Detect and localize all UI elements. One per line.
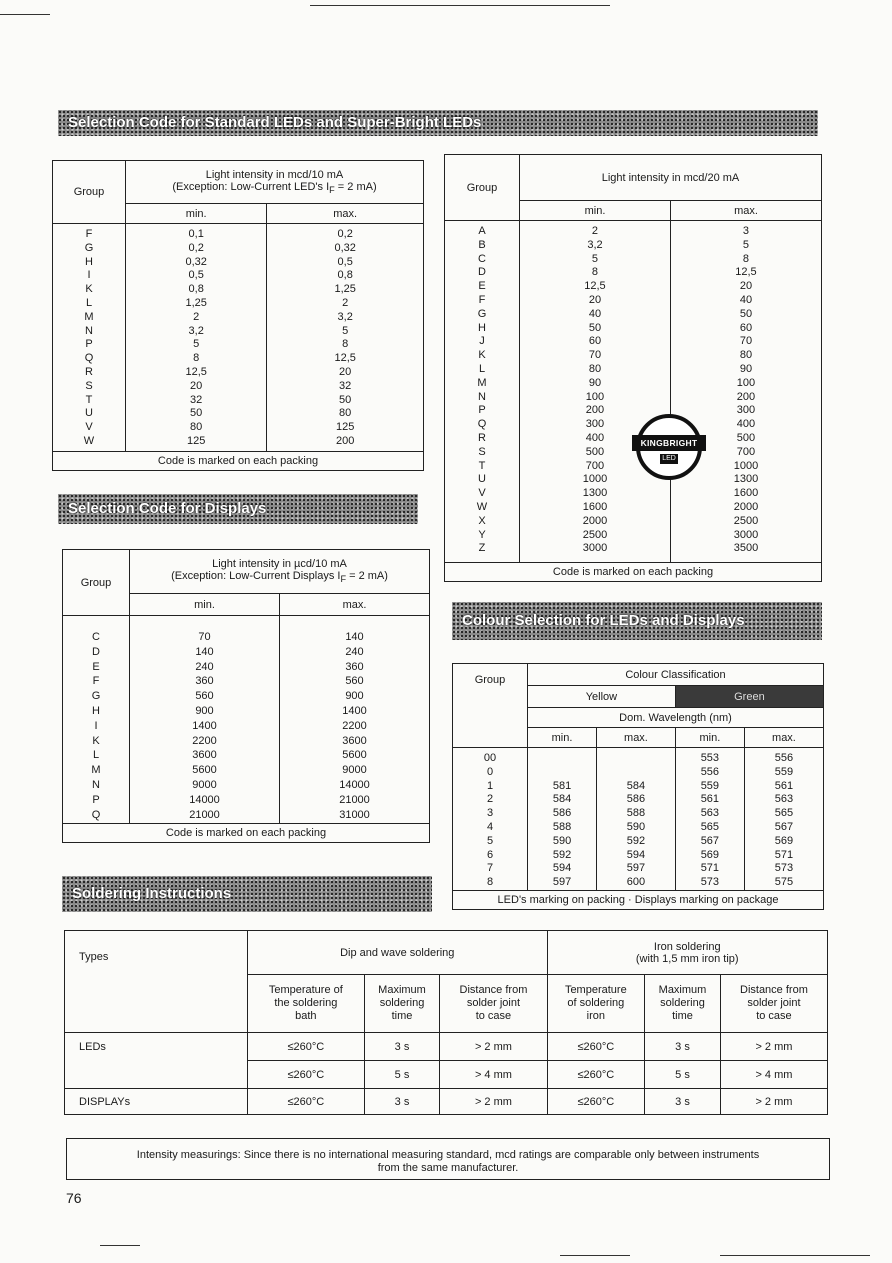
group-column: F G H I K L M N P Q R S T U V W: [53, 224, 126, 452]
temp-bath-header: Temperature of the soldering bath: [248, 975, 365, 1033]
green-min-header: min.: [675, 728, 744, 748]
colour-classification-table: [452, 663, 824, 910]
section-heading-displays: Selection Code for Displays: [58, 494, 418, 524]
max-header: max.: [280, 594, 430, 616]
types-header: Types: [65, 931, 248, 1033]
green-max-column: 556 559 561 563 565 567 569 571 573 575: [744, 748, 823, 891]
table-footer: Code is marked on each packing: [63, 824, 430, 843]
group-header: Group: [453, 664, 528, 748]
cell: 5 s: [645, 1061, 721, 1089]
forward-current-subscript: F: [340, 574, 347, 585]
scan-mark: [560, 1255, 630, 1256]
group-column: C D E F G H I K L M N P Q: [63, 616, 130, 824]
scan-mark: [720, 1255, 870, 1256]
distance-header: Distance from solder joint to case: [440, 975, 547, 1033]
yellow-min-header: min.: [528, 728, 597, 748]
yellow-min-column: 581 584 586 588 590 592 594 597: [528, 748, 597, 891]
table-row: [65, 1033, 828, 1061]
max-header: max.: [267, 204, 424, 224]
colour-classification-header: Colour Classification: [528, 664, 824, 686]
max-time-header-2: Maximum soldering time: [645, 975, 721, 1033]
scan-mark: [100, 1245, 140, 1246]
kingbright-logo: [636, 414, 702, 480]
type-cell: DISPLAYs: [65, 1089, 248, 1115]
led-intensity-table-10ma: [52, 160, 424, 471]
group-header: Group: [53, 161, 126, 224]
logo-sub-text: LED: [660, 454, 678, 464]
intensity-title: Light intensity in mcd/10 mA: [205, 168, 344, 181]
intensity-exception-tail: = 2 mA): [346, 570, 388, 583]
green-min-column: 553 556 559 561 563 565 567 569 571 573: [675, 748, 744, 891]
cell: ≤260°C: [547, 1089, 645, 1115]
min-header: min.: [520, 201, 671, 221]
intensity-header: [126, 161, 424, 204]
cell: 5 s: [364, 1061, 440, 1089]
cell: > 2 mm: [720, 1033, 827, 1061]
scan-mark: [0, 14, 50, 15]
distance-header-2: Distance from solder joint to case: [720, 975, 827, 1033]
max-time-header: Maximum soldering time: [364, 975, 440, 1033]
intensity-note: Intensity measurings: Since there is no international measuring standard, mcd ratings are comparable only between instruments from the same manufacturer.: [66, 1138, 830, 1180]
cell: ≤260°C: [248, 1089, 365, 1115]
group-column: A B C D E F G H J K L M N P Q R S T U V W X Y Z: [445, 221, 520, 563]
iron-soldering-header: [547, 931, 828, 975]
group-header: Group: [63, 550, 130, 616]
section-heading-colour: Colour Selection for LEDs and Displays: [452, 602, 822, 640]
table-footer: Code is marked on each packing: [445, 563, 822, 582]
table-footer: LED's marking on packing · Displays marking on package: [453, 890, 824, 909]
intensity-exception-text: (Exception: Low-Current LED's I: [172, 180, 330, 193]
cell: > 4 mm: [720, 1061, 827, 1089]
dip-wave-header: Dip and wave soldering: [248, 931, 548, 975]
table-row: [65, 1089, 828, 1115]
type-cell: LEDs: [65, 1033, 248, 1089]
cell: ≤260°C: [547, 1033, 645, 1061]
intensity-exception-tail: = 2 mA): [334, 180, 377, 193]
yellow-header: Yellow: [528, 686, 676, 708]
forward-current-subscript: F: [329, 185, 335, 196]
logo-brand-text: KINGBRIGHT: [632, 435, 706, 451]
intensity-title: Light intensity in mcd/20 mA: [520, 155, 822, 201]
cell: ≤260°C: [547, 1061, 645, 1089]
cell: 3 s: [364, 1089, 440, 1115]
cell: > 4 mm: [440, 1061, 547, 1089]
section-heading-soldering: Soldering Instructions: [62, 876, 432, 912]
green-header: Green: [675, 686, 823, 708]
intensity-title: Light intensity in µcd/10 mA: [212, 558, 347, 571]
cell: 3 s: [364, 1033, 440, 1061]
iron-soldering-title: Iron soldering: [653, 940, 721, 953]
cell: 3 s: [645, 1033, 721, 1061]
intensity-header: [130, 550, 430, 594]
soldering-table: [64, 930, 828, 1115]
scan-mark: [310, 5, 610, 6]
cell: ≤260°C: [248, 1033, 365, 1061]
cell: 3 s: [645, 1089, 721, 1115]
yellow-max-header: max.: [597, 728, 676, 748]
max-column: 3 5 8 12,5 20 40 50 60 70 80 90 100 200 300 400 500 700 1000 1300 1600 2000 2500 3000 3500: [670, 221, 821, 563]
cell: > 2 mm: [720, 1089, 827, 1115]
max-column: 140 240 360 560 900 1400 2200 3600 5600 9000 14000 21000 31000: [280, 616, 430, 824]
cell: > 2 mm: [440, 1089, 547, 1115]
section-heading-top: Selection Code for Standard LEDs and Super-Bright LEDs: [58, 110, 818, 136]
min-header: min.: [130, 594, 280, 616]
cell: ≤260°C: [248, 1061, 365, 1089]
led-intensity-table-20ma: [444, 154, 822, 582]
temp-iron-header: Temperature of soldering iron: [547, 975, 645, 1033]
max-column: 0,2 0,32 0,5 0,8 1,25 2 3,2 5 8 12,5 20 32 50 80 125 200: [267, 224, 424, 452]
cell: > 2 mm: [440, 1033, 547, 1061]
min-column: 70 140 240 360 560 900 1400 2200 3600 5600 9000 14000 21000: [130, 616, 280, 824]
iron-tip-text: (with 1,5 mm iron tip): [635, 952, 739, 965]
yellow-max-column: 584 586 588 590 592 594 597 600: [597, 748, 676, 891]
min-column: 0,1 0,2 0,32 0,5 0,8 1,25 2 3,2 5 8 12,5 20 32 50 80 125: [126, 224, 267, 452]
page-number: 76: [66, 1190, 82, 1206]
intensity-exception-text: (Exception: Low-Current Displays I: [171, 570, 341, 583]
table-footer: Code is marked on each packing: [53, 452, 424, 471]
group-header: Group: [445, 155, 520, 221]
display-intensity-table: [62, 549, 430, 843]
wavelength-header: Dom. Wavelength (nm): [528, 708, 824, 728]
min-column: 2 3,2 5 8 12,5 20 40 50 60 70 80 90 100 200 300 400 500 700 1000 1300 1600 2000 2500 3000: [520, 221, 671, 563]
min-header: min.: [126, 204, 267, 224]
group-column: 00 0 1 2 3 4 5 6 7 8: [453, 748, 528, 891]
max-header: max.: [670, 201, 821, 221]
green-max-header: max.: [744, 728, 823, 748]
